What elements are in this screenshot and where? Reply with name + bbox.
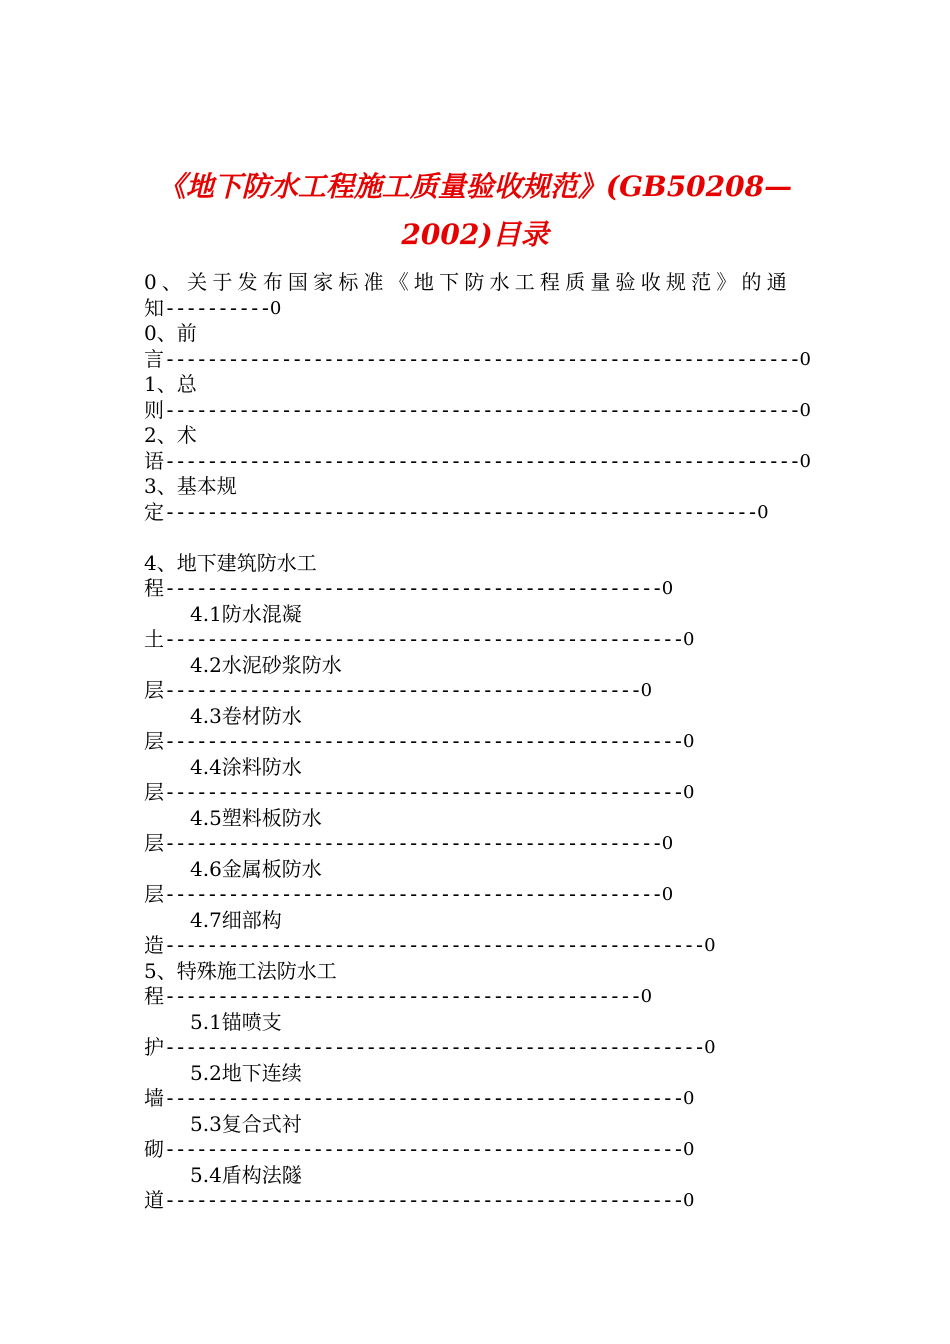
toc-entry-title-end: 护 [144, 1035, 164, 1059]
toc-dot-leader: ------------------------------------------------------------ [164, 346, 800, 371]
toc-entry-title: 5、特殊施工法防水工 [144, 958, 337, 983]
toc-page-number: 0 [682, 629, 695, 650]
toc-entry-title: 4、地下建筑防水工 [144, 550, 317, 575]
toc-page-number: 0 [661, 884, 674, 905]
toc-entry[interactable] [144, 602, 814, 653]
toc-entry[interactable] [144, 1061, 814, 1112]
toc-entry-title-end: 砌 [144, 1137, 164, 1161]
toc-entry[interactable] [144, 321, 814, 372]
toc-entry-title-end: 言 [144, 346, 164, 371]
document-title-line-2: 2002)目录 [401, 218, 549, 251]
toc-dot-leader: ----------------------------------------------- [164, 831, 662, 855]
toc-dot-leader: ------------------------------------------------------------ [164, 397, 800, 422]
toc-entry-title: 4.4涂料防水 [190, 754, 302, 779]
toc-entry[interactable] [144, 908, 814, 959]
toc-entry-title: 5.1锚喷支 [190, 1009, 282, 1034]
toc-dot-leader: ---------- [164, 295, 270, 320]
toc-entry-leader-line [144, 1137, 814, 1163]
toc-entry-title: 4.6金属板防水 [190, 856, 322, 881]
toc-entry[interactable] [144, 653, 814, 704]
toc-entry-title: 3、基本规 [144, 474, 237, 498]
toc-page-number: 0 [682, 1190, 695, 1211]
toc-entry[interactable] [144, 474, 814, 525]
toc-entry[interactable] [144, 372, 814, 423]
toc-dot-leader: ----------------------------------------------- [164, 576, 662, 600]
toc-entry-leader-line [144, 296, 814, 322]
toc-entry[interactable] [144, 704, 814, 755]
toc-page-number: 0 [269, 297, 282, 319]
toc-page-number: 0 [682, 1139, 695, 1160]
toc-entry-title: 4.7细部构 [190, 907, 282, 932]
toc-dot-leader: ------------------------------------------------------------ [164, 448, 800, 473]
toc-entry-title-end: 层 [144, 729, 164, 753]
toc-entry-title-end: 语 [144, 448, 164, 473]
toc-entry-title-end: 则 [144, 397, 164, 422]
toc-dot-leader: ------------------------------------------------- [164, 1137, 683, 1161]
toc-page-number: 0 [799, 450, 811, 472]
toc-entry[interactable] [144, 1163, 814, 1214]
toc-dot-leader: ------------------------------------------------- [164, 627, 683, 651]
toc-entry[interactable] [144, 959, 814, 1010]
toc-entry-title: 0、关于发布国家标准《地下防水工程质量验收规范》的通 [144, 270, 792, 294]
toc-entry-leader-line [144, 729, 814, 755]
toc-entry-leader-line [144, 984, 814, 1010]
toc-entry[interactable] [144, 270, 814, 321]
toc-page-number: 0 [661, 578, 674, 599]
toc-dot-leader: --------------------------------------------- [164, 984, 641, 1008]
toc-page-number: 0 [757, 501, 769, 523]
toc-page-number: 0 [799, 399, 811, 421]
toc-entry-leader-line [144, 449, 814, 475]
toc-dot-leader: ------------------------------------------------- [164, 1188, 683, 1212]
toc-entry-title-end: 程 [144, 576, 164, 600]
toc-dot-leader: ------------------------------------------------- [164, 1086, 683, 1110]
toc-dot-leader: ------------------------------------------------- [164, 780, 683, 804]
toc-entry-title: 4.3卷材防水 [190, 703, 302, 728]
toc-entry-title-end: 造 [144, 933, 164, 957]
toc-entry-leader-line [144, 1035, 814, 1061]
toc-entry[interactable] [144, 857, 814, 908]
toc-entry-leader-line [144, 576, 814, 602]
toc-dot-leader: --------------------------------------------------- [164, 933, 705, 957]
toc-entry-leader-line [144, 780, 814, 806]
toc-entry-leader-line [144, 627, 814, 653]
toc-entry-leader-line [144, 500, 814, 526]
toc-dot-leader: --------------------------------------------- [164, 678, 641, 702]
toc-entry[interactable] [144, 755, 814, 806]
toc-entry-title: 0、前 [144, 321, 197, 345]
toc-dot-leader: ------------------------------------------------- [164, 729, 683, 753]
toc-entry-leader-line [144, 1188, 814, 1214]
toc-entry-title: 4.5塑料板防水 [190, 805, 322, 830]
toc-entry-title: 5.3复合式衬 [190, 1111, 302, 1136]
toc-page-number: 0 [682, 731, 695, 752]
toc-entry-title-end: 定 [144, 499, 164, 524]
toc-entry-title-end: 层 [144, 882, 164, 906]
toc-entry-title: 5.4盾构法隧 [190, 1162, 302, 1187]
document-title-line-1: 《地下防水工程施工质量验收规范》(GB50208— [157, 170, 793, 203]
toc-entry-title-end: 道 [144, 1188, 164, 1212]
toc-entry-title: 4.2水泥砂浆防水 [190, 652, 342, 677]
toc-entry-title-end: 知 [144, 295, 164, 320]
toc-entry-leader-line [144, 933, 814, 959]
toc-entry-leader-line [144, 882, 814, 908]
toc-entry-leader-line [144, 1086, 814, 1112]
toc-entry-title: 4.1防水混凝 [190, 601, 302, 626]
toc-spacer [144, 525, 814, 551]
toc-page-number: 0 [640, 680, 653, 701]
toc-dot-leader: -------------------------------------------------------- [164, 499, 758, 524]
toc-page-number: 0 [640, 986, 653, 1007]
toc-entry[interactable] [144, 551, 814, 602]
toc-entry-title-end: 层 [144, 678, 164, 702]
toc-entry[interactable] [144, 1010, 814, 1061]
toc-entry-title-end: 程 [144, 984, 164, 1008]
toc-entry[interactable] [144, 1112, 814, 1163]
table-of-contents [144, 270, 814, 1214]
toc-entry[interactable] [144, 806, 814, 857]
toc-dot-leader: --------------------------------------------------- [164, 1035, 705, 1059]
toc-entry-title: 2、术 [144, 423, 197, 447]
toc-entry-title-end: 土 [144, 627, 164, 651]
toc-entry-leader-line [144, 347, 814, 373]
toc-entry-leader-line [144, 831, 814, 857]
toc-entry-leader-line [144, 678, 814, 704]
toc-page-number: 0 [682, 782, 695, 803]
toc-page-number: 0 [704, 1037, 716, 1058]
toc-dot-leader: ----------------------------------------------- [164, 882, 662, 906]
toc-page-number: 0 [704, 935, 716, 956]
toc-entry-leader-line [144, 398, 814, 424]
toc-entry-title: 1、总 [144, 372, 197, 396]
toc-entry-title-end: 层 [144, 831, 164, 855]
toc-page-number: 0 [682, 1088, 695, 1109]
toc-page-number: 0 [799, 348, 811, 370]
toc-entry-title-end: 层 [144, 780, 164, 804]
toc-entry[interactable] [144, 423, 814, 474]
toc-entry-title-end: 墙 [144, 1086, 164, 1110]
toc-page-number: 0 [661, 833, 674, 854]
toc-entry-title: 5.2地下连续 [190, 1060, 302, 1085]
